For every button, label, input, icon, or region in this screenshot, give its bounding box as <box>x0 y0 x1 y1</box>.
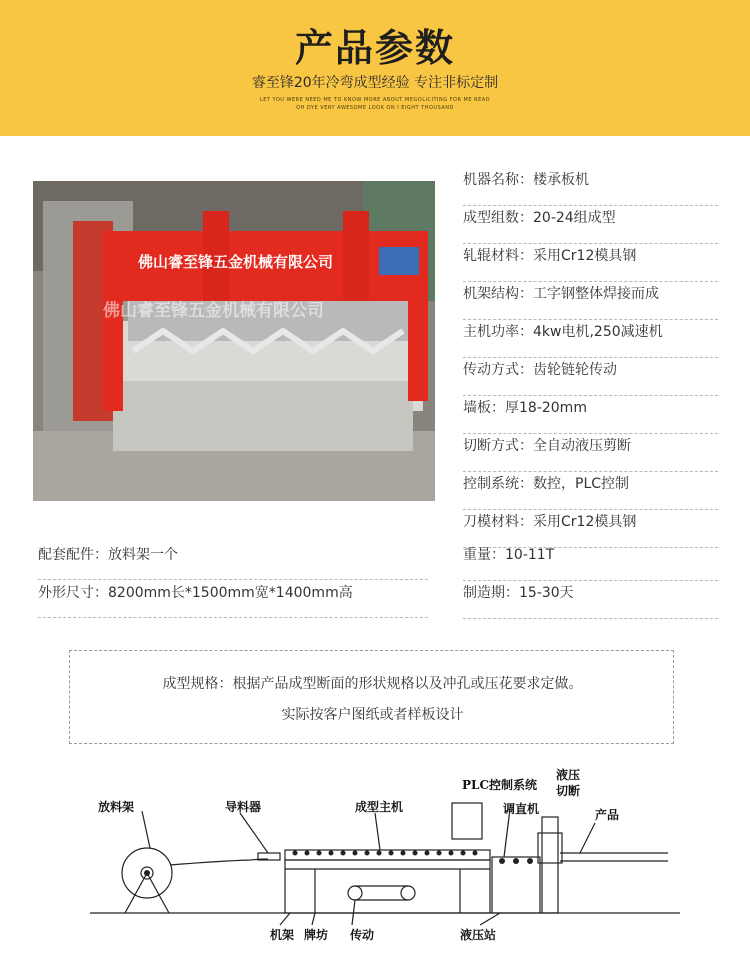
spec-row <box>463 282 718 320</box>
notice-line-1: 成型规格：根据产品成型断面的形状规格以及冲孔或压花要求定做。 <box>162 676 583 692</box>
label-straightener: 调直机 <box>503 802 540 816</box>
spec-row <box>463 434 718 472</box>
machine-photo <box>33 181 435 501</box>
extra-label: 外形尺寸： <box>38 585 108 601</box>
spec-label: 传动方式： <box>463 362 533 378</box>
photo-watermark: 佛山睿至锋五金机械有限公司 <box>103 301 324 321</box>
spec-value: 楼承板机 <box>533 172 589 188</box>
extra-label: 配套配件： <box>38 547 108 563</box>
spec-label: 主机功率： <box>463 324 533 340</box>
spec-value: 采用Cr12模具钢 <box>533 514 637 530</box>
tagline-line-2: OH DYE VERY AWESOME LOOK ON I EIGHT THOUSAND <box>296 105 454 111</box>
spec-value: 20-24组成型 <box>533 210 616 226</box>
spec-row <box>463 581 718 619</box>
production-line-diagram <box>90 765 680 950</box>
spec-value: 齿轮链轮传动 <box>533 362 617 378</box>
spec-label: 成型组数： <box>463 210 533 226</box>
label-guide: 导料器 <box>225 800 262 814</box>
tagline-line-1: LET YOU WERE NEED ME TO KNOW MORE ABOUT MEGOLICITING FOR ME READ <box>259 97 491 103</box>
spec-label: 控制系统： <box>463 476 533 492</box>
page-title: 产品参数 <box>294 26 455 70</box>
spec-value: 全自动液压剪断 <box>533 438 631 454</box>
spec-value: 厚18-20mm <box>505 400 587 416</box>
page-subtitle: 睿至锋20年冷弯成型经验 专注非标定制 <box>251 75 499 91</box>
label-transmission: 传动 <box>350 928 375 942</box>
label-hydraulic-station: 液压站 <box>460 928 497 942</box>
header-banner <box>0 0 750 136</box>
spec-label: 制造期： <box>463 585 519 601</box>
spec-row <box>463 168 718 206</box>
spec-row <box>463 358 718 396</box>
spec-label: 机架结构： <box>463 286 533 302</box>
spec-value: 4kw电机,250减速机 <box>533 324 663 340</box>
extra-row <box>38 543 428 580</box>
spec-label: 墙板： <box>463 400 505 416</box>
label-decoiler: 放料架 <box>98 800 135 814</box>
spec-row <box>463 472 718 510</box>
label-frame: 机架 <box>270 928 295 942</box>
spec-label: 机器名称： <box>463 172 533 188</box>
label-forming-machine: 成型主机 <box>355 800 404 814</box>
machine-sign-text: 佛山睿至锋五金机械有限公司 <box>138 253 334 271</box>
label-cutting-2: 切断 <box>556 784 581 798</box>
extra-row <box>38 581 428 618</box>
extra-value: 放料架一个 <box>108 547 178 563</box>
spec-value: 10-11T <box>505 547 555 563</box>
spec-value: 采用Cr12模具钢 <box>533 248 637 264</box>
spec-value: 工字钢整体焊接而成 <box>533 286 659 302</box>
spec-label: 轧辊材料： <box>463 248 533 264</box>
forming-spec-notice <box>69 650 674 744</box>
spec-label: 切断方式： <box>463 438 533 454</box>
spec-row <box>463 244 718 282</box>
spec-row <box>463 543 718 581</box>
spec-row <box>463 206 718 244</box>
spec-value: 数控，PLC控制 <box>533 476 630 492</box>
notice-line-2: 实际按客户图纸或者样板设计 <box>281 707 464 723</box>
spec-value: 15-30天 <box>519 585 574 601</box>
extra-value: 8200mm长*1500mm宽*1400mm高 <box>108 585 353 601</box>
spec-label: 重量： <box>463 547 505 563</box>
label-product: 产品 <box>595 808 620 822</box>
label-plc: PLC控制系统 <box>462 778 538 792</box>
spec-row <box>463 396 718 434</box>
label-cutting-1: 液压 <box>556 768 581 782</box>
spec-label: 刀模材料： <box>463 514 533 530</box>
label-plate: 牌坊 <box>304 928 329 942</box>
line-drawing <box>90 765 680 950</box>
spec-row <box>463 320 718 358</box>
machine-illustration <box>33 181 435 501</box>
